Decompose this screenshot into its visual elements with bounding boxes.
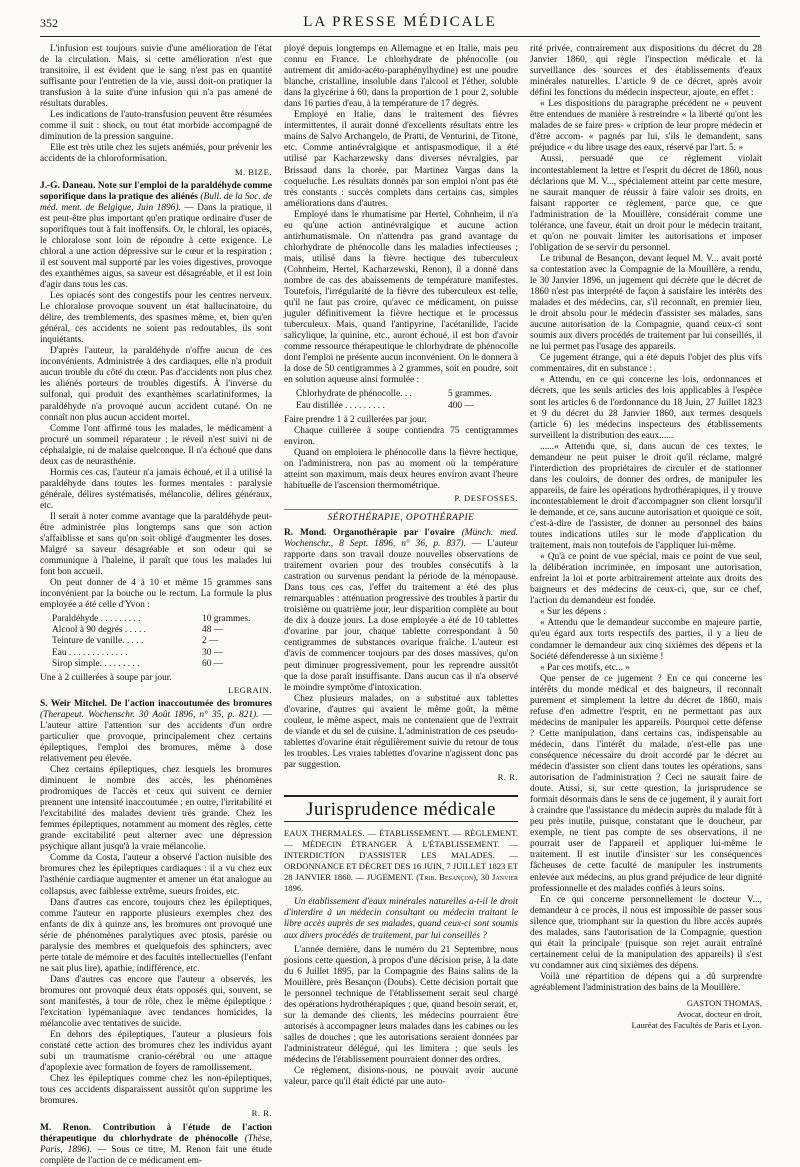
paragraph: On peut donner de 4 à 10 et même 15 grammes sans inconvénient par la bouche ou le rectum. La formule la plus employée a été celle d'Yvon :: [40, 578, 272, 611]
page-number: 352: [40, 16, 58, 30]
article-author: M. Renon.: [40, 1122, 92, 1133]
paragraph: Ce règlement, disions-nous, ne pouvait avoir aucune valeur, parce qu'il était édicté par une auto-: [284, 1066, 518, 1088]
article-title: De l'action inaccoutumée des bromures: [110, 698, 272, 709]
signature-title: Avocat, docteur en droit,: [676, 1009, 762, 1020]
article-author: R. Mond.: [284, 527, 327, 538]
paragraph: ......« Attendu que, si, dans aucun de ces textes, le demandeur ne peut puiser le droit qu'il réclame, malgré l'interdiction des propriétaires de circuler et de stationner dans les couloirs, de donner des ordres, de manipuler les appareils, de faire les opérations hydrothérapiques, il y trouve incontestablement le droit d'accompagner son client lorsqu'il le demande, et ce, sans aucune autorisation et quoique ce soit, c'est-à-dire de l'assister, de donner au personnel des bains toutes indications utiles sur le mode d'application du traitement, mais non toutefois de l'appliquer lui-même.: [530, 441, 762, 552]
paragraph: Hormis ces cas, l'auteur n'a jamais échoué, et il a utilisé la paraldéhyde dans toutes les formes mentales : paralysie générale, délires systématisés, mélancolie, délires généraux, etc.: [40, 467, 272, 511]
paragraph: ployé depuis longtemps en Allemagne et en Italie, mais peu connu en France. Le chlorhydrate de phénocolle (ou autrement dit amido-acéto-paraphénylhydine) est une poudre blanche, cristalline, insoluble dans l'alcool et l'éther, soluble dans la glycérine à 60, dans la proportion de 1 pour 2, soluble dans 16 parties d'eau, à la température de 17 degrés.: [284, 44, 518, 110]
column-middle: [284, 44, 518, 1112]
author-signature: [530, 998, 762, 1031]
paragraph: Chaque cuillerée à soupe contiendra 75 centigrammes environ.: [284, 425, 518, 447]
jurisprudence-subject: EAUX THERMALES. — ÉTABLISSEMENT. — RÈGLEMENT. — MÉDECIN ÉTRANGER À L'ÉTABLISSEMENT. — INTERDICTION D'ASSISTER LES MALADES. — ORDONNANCE ET DÉCRET DES 16 JUIN, 7 JUILLET 1823 ET 28 JANVIER 1860. — JUGEMENT. (Trib. Besançon), 30 Janvier 1896.: [284, 828, 518, 894]
formula-row: Sirop simple. . . . . . . . . 60 —: [52, 658, 224, 669]
article-reference: (Bull. de la Soc. de méd. ment. de Belgique, Juin 1896).: [40, 191, 273, 213]
article-title: Note sur l'emploi de la paraldéhyde comme soporifique dans la pratique des aliénés: [40, 180, 272, 202]
formula-row: Alcool à 90 degrés . . . . . 48 —: [52, 625, 224, 636]
paragraph: Que penser de ce jugement ? En ce qui concerne les intérêts du monde médical et des baigneurs, il reconnaît purement et simplement la lettre du décret de 1860, mais refuse d'en admettre l'esprit, en ne permettant pas aux médecins de manipuler les appareils. Pourquoi cette défense ? Cette manipulation, dans certains cas, indispensable au médecin, dans l'intérêt du malade, n'est-elle pas une conséquence nécessaire du droit accordé par le décret au médecin d'assister son client dans toutes les opérations, sans autorisation de l'administration ? Ceci ne saurait faire de doute. Aussi, si, sur cette question, la jurisprudence se formait désormais dans le sens de ce jugement, il y aurait fort à craindre que l'assistance du médecin auprès du malade fût à peu près inutile, puisque, constatant que le doucheur, par exemple, ne tient pas compte de ses observations, il ne pourrait user de l'appareil et appliquer lui-même le traitement. Il est inutile d'insister sur les conséquences fâcheuses de cette faculté de manipuler les instruments enlevée aux médecins, au plus grand préjudice de leur dignité professionnelle et des malades confiés à leurs soins.: [530, 673, 762, 894]
paragraph: « Attendu que le demandeur succombe en majeure partie, qu'eu égard aux torts respectifs des parties, il y a lieu de condamner le demandeur aux cinq sixièmes des dépens et la Société défenderesse à un sixième !: [530, 618, 762, 662]
article-reference: (Münch. med. Wochenschr., 8 Sept. 1896, n° 36, p. 837).: [284, 527, 519, 550]
paragraph: « Qu'à ce point de vue spécial, mais ce point de vue seul, la délibération incriminée, en imposant une autorisation, enfreint la loi et porte arbitrairement atteinte aux droits des baigneurs et des médecins de ceux-ci, que, sur ce chef, l'action du demandeur est fondée.: [530, 552, 762, 607]
paragraph: Voilà une répartition de dépens qui a dû surprendre agréablement l'administration des bains de la Mouillère.: [530, 971, 762, 993]
signature: LEGRAIN.: [228, 684, 272, 695]
paragraph: Les indications de l'auto-transfusion peuvent être résumées comme il suit : shock, ou tout état morbide accompagné de diminution de la pression sanguine.: [40, 110, 272, 143]
paragraph: Chez les épileptiques comme chez les non-épileptiques, tous ces accidents disparaissent aussitôt qu'on supprime les bromures.: [40, 1074, 272, 1107]
paragraph: L'infusion est toujours suivie d'une amélioration de l'état de la circulation. Mais, si cette amélioration n'est que transitoire, il est évident que le sang n'est pas en quantité suffisante pour l'entretien de la vie, aussi doit-on pratiquer la transfusion à la suite d'une infusion qui n'a pas amené de résultats durables.: [40, 44, 272, 110]
article-heading: [284, 528, 518, 694]
article-heading: [40, 181, 272, 291]
signature: R. R.: [251, 1108, 272, 1119]
formula-row: Paraldéhyde . . . . . . . . . 10 grammes.: [52, 614, 251, 625]
paragraph: Les opiacés sont des congestifs pour les centres nerveux. Le chloralose provoque souvent un état hallucinatoire, du délire, des tremblements, des spasmes même, et, bien qu'en général, ces accidents ne soient pas redoutables, ils sont inquiétants.: [40, 291, 272, 346]
signature-name: GASTON THOMAS,: [686, 998, 762, 1009]
formula-row: Eau . . . . . . . . . . . . . 30 —: [52, 647, 224, 658]
paragraph: rité privée, contrairement aux dispositions du décret du 28 Janvier 1860, qui règle l'inspection médicale et la surveillance des sources et des établissements d'eaux minérales naturelles. L'article 9 de ce décret, après avoir défini les fonctions du médecin inspecteur, ajoute, en effet :: [530, 44, 762, 99]
jurisprudence-question: Un établissement d'eaux minérales naturelles a-t-il le droit d'interdire à un médecin consultant ou médecin traitant le libre accès auprès de ses malades, quand ceux-ci sont soumis aux divers procédés de traitement, par lui conseillés ?: [284, 897, 518, 941]
paragraph: Elle est très utile chez les sujets anémiés, pour prévenir les accidents de la chloroformisation.: [40, 143, 272, 165]
paragraph: Employé en Italie, dans le traitement des fièvres intermittentes, il aurait donné d'excellents résultats entre les mains de Salvo Archangelo, de Pratti, de Venturini, de Titone, etc. Comme antinévralgique et antispasmodique, il a été utilisé par Kacharzewsky dans diverses névralgies, par Brissaud dans la chorée, par Martinez Vargas dans la coqueluche. Les résultats donnés par son emploi n'ont pas été très constants : succès complets dans certains cas, simples améliorations dans d'autres.: [284, 110, 518, 209]
paragraph: « Les dispositions du paragraphe précédent ne « peuvent être entendues de manière à restreindre « la liberté qu'ont les malades de se faire pres- « cription de leur propre médecin et d'être accom- « pagnés par lui, s'ils le demandent, sans préjudice « du libre usage des eaux, réservé par l'art. 5. »: [530, 99, 762, 154]
paragraph: Faire prendre 1 à 2 cuillerées par jour.: [284, 414, 427, 425]
article-author: J.-G. Daneau.: [40, 180, 96, 191]
signature: M. BIZE.: [234, 166, 272, 177]
paragraph: L'année dernière, dans le numéro du 21 Septembre, nous posions cette question, à propos d'une décision prise, à la date du 6 Juillet 1895, par la Compagnie des Bains salins de la Mouillère, près Besançon (Doubs). Cette décision portait que le personnel technique de l'établissement serait seul chargé des opérations hydrothérapiques ; que, quand besoin serait, et, sur la demande des clients, les médecins pourraient être autorisés à accompagner leurs malades dans les cabines ou les salles de douches ; que les autorisations seraient données par l'administrateur délégué, qui les limitera ; que seuls les médecins de l'établissement pourraient donner des ordres.: [284, 944, 518, 1066]
article-body: — L'auteur attire l'attention sur des accidents d'un ordre particulier que provoque, principalement chez certains épileptiques, l'emploi des bromures, même à dose relativement peu élevée.: [40, 709, 272, 764]
formula-row: Teinture de vanille. . . . . 2 —: [52, 636, 219, 647]
page-header: [40, 14, 760, 37]
paragraph: Ce jugement étrange, qui a été depuis l'objet des plus vifs commentaires, dit en substance :: [530, 353, 762, 375]
formula: [296, 389, 518, 411]
paragraph: En dehors des épileptiques, l'auteur a plusieurs fois constaté cette action des bromures chez les individus ayant subi un traumatisme cranio-cérébral ou une attaque d'apoplexie avec formation de foyers de ramollissement.: [40, 1030, 272, 1074]
article-reference: (Therapeut. Wochenschr. 30 Août 1896, n° 35, p. 821).: [40, 709, 259, 720]
paragraph: Quand on emploiera le phénocolle dans la fièvre hectique, on l'administrera, non pas au moment où la température atteint son maximum, mais deux heures environ avant l'heure habituelle de l'ascension thermométrique.: [284, 447, 518, 491]
formula-row: Eau distillée . . . . . . . . . 400 —: [296, 400, 474, 411]
paragraph: Chez plusieurs malades, on a substitué aux tablettes d'ovarine, d'autres qui avaient le même goût, la même couleur, le même aspect, mais ne contenaient que de l'extrait de viande et du sel de cuisine. L'administration de ces pseudo-tablettes d'ovarine était régulièrement suivie du retour de tous les troubles. Les vraies tablettes d'ovarine n'agissent donc pas par suggestion.: [284, 693, 518, 770]
paragraph: « Sur les dépens :: [540, 607, 607, 618]
formula-row: Chlorhydrate de phénocolle. . . 5 grammes.: [296, 389, 492, 400]
paragraph: Comme l'ont affirmé tous les malades, le médicament a procuré un sommeil réparateur ; le réveil n'est suivi ni de céphalalgie, ni de malaise quelconque. Il n'a échoué que dans deux cas de neurasthénie.: [40, 423, 272, 467]
article-body: — Sous ce titre, M. Renon fait une étude complète de l'action de ce médicament em-: [40, 1144, 272, 1166]
paragraph: « Par ces motifs, etc... »: [540, 662, 630, 673]
article-heading: [40, 699, 272, 765]
column-left: [40, 44, 273, 1166]
paragraph: En ce qui concerne personnellement le docteur V..., demandeur à ce procès, il nous est impossible de passer sous silence que, triomphant sur la question du libre accès auprès des malades, sans l'autorisation de la Compagnie, question qui était la principale (puisque son rejet aurait entraîné certainement celui de la manipulation des appareils) il s'est vu condamner aux cinq sixièmes des dépens.: [530, 894, 762, 971]
signature-title: Lauréat des Facultés de Paris et Lyon.: [631, 1020, 762, 1031]
paragraph: Il serait à noter comme avantage que la paraldéhyde peut-être administrée plus longtemps sans que son action s'affaiblisse et sans qu'on soit obligé d'augmenter les doses. Malgré sa saveur désagréable et son odeur qui se communique à l'haleine, il paraît que tous les malades lui font bon accueil.: [40, 511, 272, 578]
paragraph: Le tribunal de Besançon, devant lequel M. V... avait porté sa contestation avec la Compagnie de la Mouillère, a rendu, le 30 Janvier 1896, un jugement qui décrète que le décret de 1860 n'est pas interprété de façon à satisfaire les intérêts des malades et des médecins, car, s'il reconnaît, en premier lieu, le droit absolu pour le médecin d'assister ses malades, sans aucune autorisation de la Compagnie, quand ceux-ci sont soumis aux divers procédés de traitement par lui conseillés, il ne lui permet pas l'usage des appareils.: [530, 253, 762, 353]
paragraph: Dans d'autres cas encore que l'auteur a observés, les bromures ont provoqué deux états opposés qui, souvent, se sont manifestés, à tour de rôle, chez le même épileptique : l'excitation lypémaniaque avec tendances homicides, la mélancolie avec tentatives de suicide.: [40, 974, 272, 1030]
column-right: [530, 44, 762, 1112]
paragraph: Employé dans le rhumatisme par Hertel, Cohnheim, il n'a eu qu'une action antinévralgique et aucune action antirhumatismale. On n'attendra pas grand avantage du chlorhydrate de phénocolle dans les maladies infectieuses ; mais, utilisé dans la fièvre hectique des tuberculeux (Cohnheim, Hertel, Kacharzewski, Renon), il a donné dans nombre de cas des abaissements de température manifestes. Toutefois, l'irrégularité de la fièvre des tuberculeux est telle, qu'il ne faut pas croire, qu'avec ce médicament, on puisse juguler définitivement la fièvre hectique et le processus tuberculeux. Mais, quand l'antipyrine, l'acétanilide, l'acide salicylique, la quinine, etc., auront échoué, il est bon d'avoir comme ressource thérapeutique le chlorhydrate de phénocolle dont l'emploi ne présente aucun inconvénient. On le donnera à la dose de 50 centigrammes à 2 grammes, soit en poudre, soit en solution aqueuse ainsi formulée :: [284, 209, 518, 386]
article-heading: [40, 1123, 272, 1167]
formula: [52, 614, 272, 669]
signature: R. R.: [497, 772, 518, 782]
article-author: S. Weir Mitchel.: [40, 698, 108, 709]
paragraph: Une à 2 cuillerées à soupe par jour.: [40, 672, 172, 683]
article-body: — Dans la pratique, il est peut-être plus important qu'en pratique ordinaire d'user de soporifiques tout à fait inoffensifs. Or, le chloral, les opiacés, le chloralose sont loin de répondre à cette exigence. Le chloral a une action dépressive sur le cœur et la respiration ; il est souvent mal supporté par les voies digestives, provoque des exanthèmes aigus, sa saveur est désagréable, et il est loin d'agir dans tous les cas.: [40, 202, 272, 290]
article-title: Contribution à l'étude de l'action thérapeutique du chlorhydrate de phénocolle: [40, 1122, 272, 1144]
article-body: — L'auteur rapporte dans son travail douze nouvelles observations de traitement ovarien pour des troubles consécutifs à la castration ou survenus pendant la période de la ménopause. Dans tous ces cas, l'effet du traitement a été des plus remarquables : atténuation progressive des troubles à partir du troisième ou quatrième jour, leur disparition complète au bout de dix à douze jours. La dose employée a été de 10 tablettes d'ovarine par jour, chaque tablette correspondant à 50 centigrammes de substances ovarique fraîche. L'auteur est d'avis de commencer toujours par des doses massives, qu'on peut diminuer progressivement, pour les reprendre aussitôt que la dose paraît insuffisante. Dans aucun cas il n'a observé le moindre symptôme d'intoxication.: [284, 539, 519, 693]
paragraph: Aussi, persuadé que ce règlement violait incontestablement la lettre et l'esprit du décret de 1860, nous déclarions que M. V..., spécialement atteint par cette mesure, ne saurait manquer de réussir à faire valoir ses droits, en faisant rapporter ce règlement, parce que, ce que l'administration de la Mouillère, considérait comme une tolérance, une faveur, était un droit pour le médecin traitant, et qu'on ne pouvait limiter les autorisations et imposer l'obligation de se servir du personnel.: [530, 154, 762, 253]
article-title: Organothérapie par l'ovaire: [333, 527, 455, 538]
jurisprudence-title: Jurisprudence médicale: [284, 795, 518, 822]
paragraph: Dans d'autres cas encore, toujours chez les épileptiques, comme l'auteur en rapporte plusieurs exemples chez des enfants de dix à quinze ans, les bromures ont provoqué une série de phénomènes paralytiques avec ptosis, parésie ou paralysie des membres et quelquefois des sphincters, avec perte totale de mémoire et des facultés intellectuelles (l'enfant ne sait plus lire), apathie, indifférence, etc.: [40, 897, 272, 974]
section-heading: SÉROTHÉRAPIE, OPOTHÉRAPIE: [284, 509, 518, 524]
journal-title: LA PRESSE MÉDICALE: [303, 14, 497, 30]
paragraph: Comme da Costa, l'auteur a observé l'action nuisible des bromures chez les épileptiques cardiaques : il a vu chez eux l'asthénie cardiaque augmenter et amener un état analogue au collapsus, avec faiblesse extrême, sueurs froides, etc.: [40, 853, 272, 897]
paragraph: « Attendu, en ce qui concerne les lois, ordonnances et décrets, que les seuls articles des lois applicables à l'espèce sont les articles 6 de l'ordonnance du 18 Juin, 27 Juillet 1823 et 9 du décret du 28 Janvier 1860, aux termes desquels (article 6) les médecins inspecteurs des établissements surveillent la distribution des eaux......: [530, 375, 762, 441]
paragraph: D'après l'auteur, la paraldéhyde n'offre aucun de ces inconvénients. Administrée à des cardiaques, elle n'a produit aucun trouble du côté du cœur. Pas d'accidents non plus chez les aliénés porteurs de troubles digestifs. À l'inverse du sulfonal, qui produit des exanthèmes scarlatiniformes, la paraldéhyde n'a provoqué aucun accident cutané. On ne connaît non plus aucun accident mortel.: [40, 346, 272, 423]
paragraph: Chez certains épileptiques, chez lesquels les bromures diminuent le nombre des accès, les phénomènes prodromiques de l'accès et ceux qui suivent ce dernier prennent une intensité inaccoutumée ; en outre, l'irritabilité et l'excitabilité des malades devient très grande. Chez les femmes épileptiques, notamment au moment des règles, cette grande excitabilité peut alterner avec une dépression psychique allant jusqu'à la vraie mélancolie.: [40, 765, 272, 853]
article-reference: (Thèse, Paris, 1896).: [40, 1133, 272, 1155]
signature: P. DESFOSSES.: [454, 492, 518, 503]
